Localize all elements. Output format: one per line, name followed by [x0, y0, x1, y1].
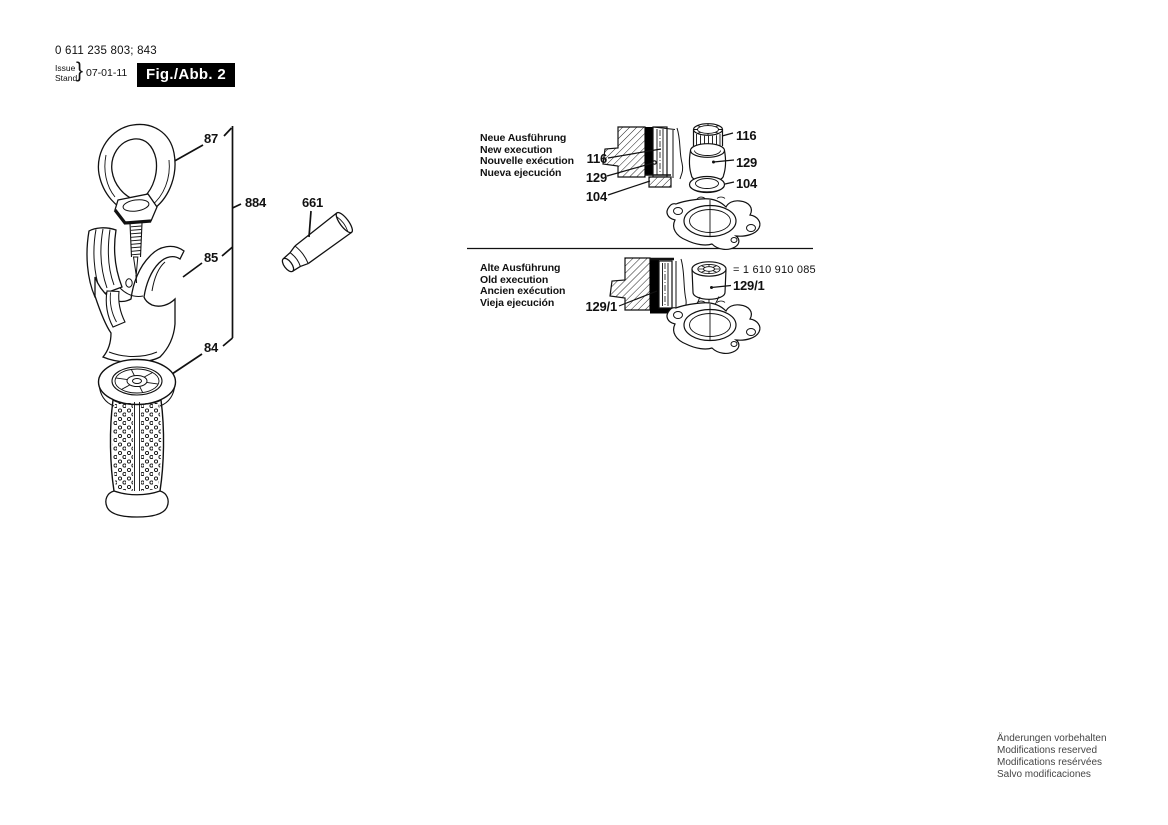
old-execution-title-es: Vieja ejecución: [480, 296, 555, 309]
callout-884: 884: [245, 195, 267, 210]
old-execution-titles: [480, 263, 565, 309]
old-flange-drawing: [667, 301, 760, 353]
callout-85: 85: [204, 250, 219, 265]
figure-badge: Fig./Abb. 2: [137, 63, 235, 87]
grip-drawing: [99, 360, 176, 518]
callout-104-right: 104: [736, 176, 758, 191]
new-execution-title-de: Neue Ausführung: [480, 132, 567, 144]
part-number: 0 611 235 803; 843: [55, 45, 157, 57]
exploded-view-drawing: [87, 124, 355, 517]
callout-104-left: 104: [585, 189, 607, 204]
issue-stand-brace: }: [76, 59, 84, 82]
callout-116-right: 116: [736, 128, 757, 143]
callout-129-1-left: 129/1: [585, 299, 617, 314]
footer-line-fr: Modifications resérvées: [997, 757, 1103, 768]
callout-129-left: 129: [585, 170, 607, 185]
old-execution-title-en: Old execution: [480, 273, 549, 286]
new-execution-titles: [480, 133, 574, 179]
washer-drawing: [690, 177, 725, 193]
old-execution-title-fr: Ancien exécution: [480, 285, 566, 298]
callout-116-left: 116: [586, 151, 607, 166]
footer-line-de: Änderungen vorbehalten: [997, 733, 1107, 744]
grease-tube-drawing: [278, 210, 355, 277]
stand-label: Stand: [55, 73, 78, 83]
issue-date: 07-01-11: [86, 67, 128, 79]
flange-drawing: [667, 197, 760, 249]
new-execution-title-fr: Nouvelle exécution: [480, 155, 574, 168]
callout-84: 84: [204, 340, 219, 355]
footer-notice: [997, 733, 1107, 781]
replacement-part-number: = 1 610 910 085: [733, 264, 816, 276]
callout-129-right: 129: [736, 155, 758, 170]
callout-87: 87: [204, 131, 219, 146]
callout-129-1-right: 129/1: [733, 278, 765, 293]
old-execution-title-de: Alte Ausführung: [480, 262, 561, 274]
new-execution-title-es: Nueva ejecución: [480, 166, 562, 179]
issue-label: Issue: [55, 63, 76, 73]
new-execution-title-en: New execution: [480, 143, 553, 156]
callout-661: 661: [302, 195, 324, 210]
footer-line-en: Modifications reserved: [997, 745, 1098, 756]
footer-line-es: Salvo modificaciones: [997, 769, 1091, 780]
clamp-drawing: [87, 228, 184, 362]
bracket-lines: [171, 126, 311, 374]
